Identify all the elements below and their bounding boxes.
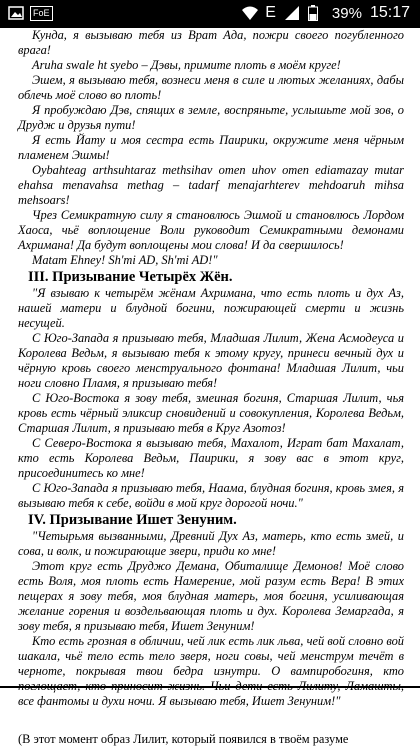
paragraph: С Юго-Запада я призываю тебя, Наама, блудная богиня, кровь змея, я вызываю тебя к себе, войди в мой круг дорогой ночи." bbox=[18, 481, 404, 510]
paragraph: Oybahteag arthsuhtaraz methsihav omen uhov omen ediamazay mutar ehahsa menavahsa methag – tadarf menajarhterev mehdoaruh mihsa mehsoars! bbox=[18, 163, 404, 207]
status-right bbox=[241, 4, 410, 22]
paragraph: Aruha swale ht syebo – Дэвы, примите плоть в моём круге! bbox=[32, 58, 341, 72]
clock: 15:17 bbox=[369, 4, 410, 21]
paragraph: "Я взываю к четырём жёнам Ахримана, что есть плоть и дух Аз, нашей матери и блудной богини, пожирающей смерти и жизнь несущей. bbox=[18, 286, 404, 330]
paragraph: Кто есть грозная в обличии, чей лик есть лик льва, чей вой словно вой шакала, чьё тело есть тело зверя, ноги совы, чей менструм течёт в черноте, покрывая твои бедра изнутри. О вампиробогиня, кто все фантомы и духи ночи. Я вызываю тебя, Ишет Зенуним!" bbox=[18, 634, 404, 708]
paragraph: С Юго-Запада я призываю тебя, Младшая Лилит, Жена Асмодеуса и Королева Ведьм, я вызываю тебя к этому кругу, принеси вечный дух и чёрную кровь своего менструального фонтана! Младшая Лилит, чьи ноги словно Пламя, я призываю тебя! bbox=[18, 331, 404, 390]
section-heading: III. Призывание Четырёх Жён. bbox=[28, 269, 233, 285]
paragraph: С Юго-Востока я зову тебя, змеиная богиня, Старшая Лилит, чья кровь есть чёрный эликсир сновидений и совокупления, Королева Ведьм, Старшая Лилит, я призываю тебя в Круг Азотоз! bbox=[18, 391, 404, 435]
gallery-icon bbox=[8, 5, 24, 21]
status-left bbox=[8, 5, 53, 21]
paragraph: Matam Ehney! Sh'mi AD, Sh'mi AD!" bbox=[32, 253, 218, 267]
page-divider bbox=[0, 686, 420, 688]
reader-page[interactable] bbox=[0, 28, 420, 747]
paragraph: Я есть Йату и моя сестра есть Паирики, окружите меня чёрным пламенем Эшмы! bbox=[18, 133, 404, 162]
paragraph: С Северо-Востока я вызываю тебя, Махалот, Играт бат Махалат, кто есть Королева Ведьм, Паирики, я зову вас в этот круг, присоединитесь ко мне! bbox=[18, 436, 404, 480]
paragraph: Эшем, я вызываю тебя, вознеси меня в силе и лютых желаниях, дабы облечь моё слово во плоть! bbox=[18, 73, 404, 102]
paragraph: "Четырьмя вызванными, Древний Дух Аз, матерь, кто есть змей, и сова, и волк, и пожирающие звери, приди ко мне! bbox=[18, 529, 404, 558]
page-content bbox=[18, 28, 404, 709]
wifi-icon bbox=[241, 5, 257, 21]
next-page-preview: (В этот момент образ Лилит, который появился в твоём разуме bbox=[18, 732, 349, 746]
network-type: E bbox=[265, 4, 276, 21]
section-heading: IV. Призывание Ишет Зенуним. bbox=[28, 512, 237, 528]
status-bar bbox=[0, 0, 420, 28]
paragraph: Чрез Семикратную силу я становлюсь Эшмой и становлюсь Лордом Хаоса, чьё воплощение Воли руководит Семикратными демонами Ахримана! Да будут воплощены мои слова! И да свершилось! bbox=[18, 208, 404, 252]
paragraph: Я пробуждаю Дэв, спящих в земле, воспряньте, услышьте мой зов, о Друдж и друзья пути! bbox=[18, 103, 404, 132]
paragraph: Этот круг есть Друджо Демана, Обиталище Демонов! Моё слово есть Воля, моя плоть есть Намерение, мой разум есть Вера! В этих пещерах я зову тебя, моя блудная матерь, моя богиня, усиливающая желание горения и воздельвающая плоть и дух. Королева Земаргада, я зову тебя, я призываю тебя, Ишет Зенуним! bbox=[18, 559, 404, 633]
battery-icon bbox=[308, 5, 324, 21]
battery-level: 39% bbox=[331, 4, 362, 22]
signal-icon bbox=[284, 5, 300, 21]
paragraph: Кунда, я вызываю тебя из Врат Ада, пожри своего погубленного врага! bbox=[18, 28, 404, 57]
app-badge: FoE bbox=[30, 6, 53, 21]
